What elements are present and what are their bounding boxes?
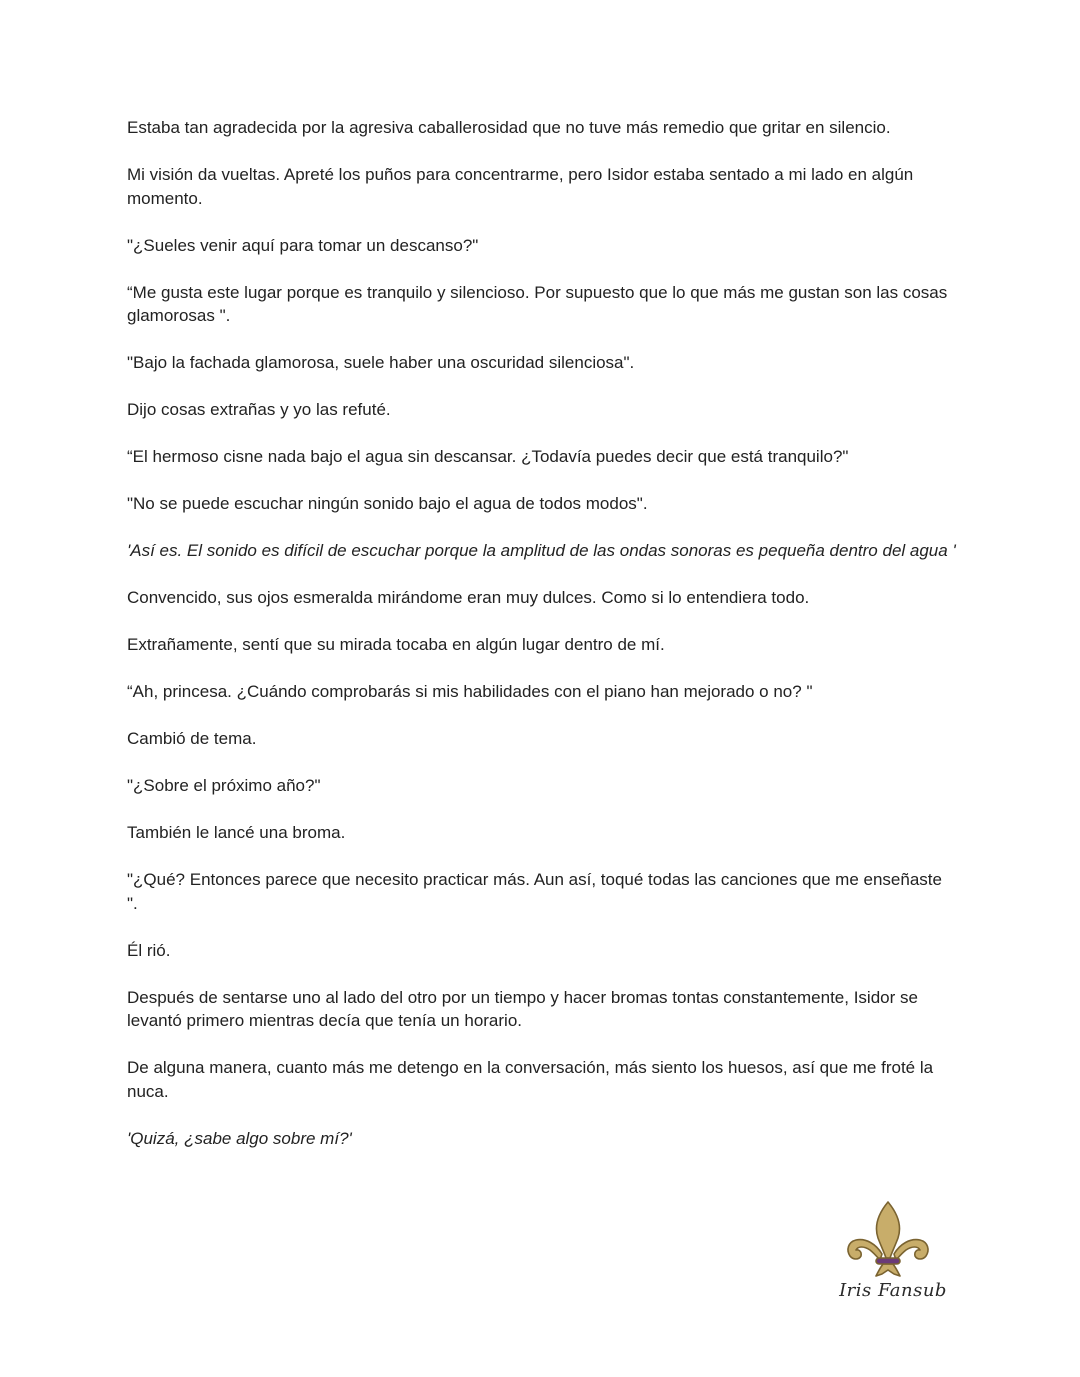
paragraph: Dijo cosas extrañas y yo las refuté. — [127, 400, 391, 419]
paragraph: Cambió de tema. — [127, 729, 257, 748]
paragraph: Convencido, sus ojos esmeralda mirándome eran muy dulces. Como si lo entendiera todo. — [127, 588, 810, 607]
paragraph: Extrañamente, sentí que su mirada tocaba en algún lugar dentro de mí. — [127, 635, 665, 654]
paragraph: Él rió. — [127, 940, 171, 960]
paragraph: "Bajo la fachada glamorosa, suele haber una oscuridad silenciosa". — [127, 353, 635, 372]
watermark-logo — [838, 1196, 948, 1311]
paragraph: "¿Qué? Entonces parece que necesito practicar más. Aun así, toqué todas las canciones que me enseñaste ". — [127, 870, 947, 913]
paragraph: De alguna manera, cuanto más me detengo en la conversación, más siento los huesos, así que me froté la nuca. — [127, 1058, 938, 1101]
paragraph: También le lancé una broma. — [127, 823, 346, 842]
paragraph: “Ah, princesa. ¿Cuándo comprobarás si mis habilidades con el piano han mejorado o no? " — [127, 682, 813, 701]
paragraph: Después de sentarse uno al lado del otro por un tiempo y hacer bromas tontas constantemente, Isidor se levantó primero mientras decía que tenía un horario. — [127, 987, 923, 1030]
paragraph: "No se puede escuchar ningún sonido bajo el agua de todos modos". — [127, 494, 648, 513]
paragraph: “El hermoso cisne nada bajo el agua sin descansar. ¿Todavía puedes decir que está tranquilo?" — [127, 447, 849, 466]
paragraph-thought: 'Así es. El sonido es difícil de escuchar porque la amplitud de las ondas sonoras es pequeña dentro del agua ' — [127, 541, 956, 560]
paragraph-thought: 'Quizá, ¿sabe algo sobre mí?' — [127, 1128, 352, 1148]
logo-text: Iris Fansub — [839, 1280, 947, 1301]
paragraph: Mi visión da vueltas. Apreté los puños para concentrarme, pero Isidor estaba sentado a mi lado en algún momento. — [127, 165, 918, 208]
document-body — [127, 116, 957, 1174]
paragraph: Estaba tan agradecida por la agresiva caballerosidad que no tuve más remedio que gritar en silencio. — [127, 118, 891, 137]
fleur-de-lis-icon — [838, 1196, 948, 1280]
paragraph: "¿Sobre el próximo año?" — [127, 776, 321, 795]
paragraph: "¿Sueles venir aquí para tomar un descanso?" — [127, 235, 479, 255]
paragraph: “Me gusta este lugar porque es tranquilo y silencioso. Por supuesto que lo que más me gustan son las cosas glamorosas ". — [127, 282, 952, 325]
